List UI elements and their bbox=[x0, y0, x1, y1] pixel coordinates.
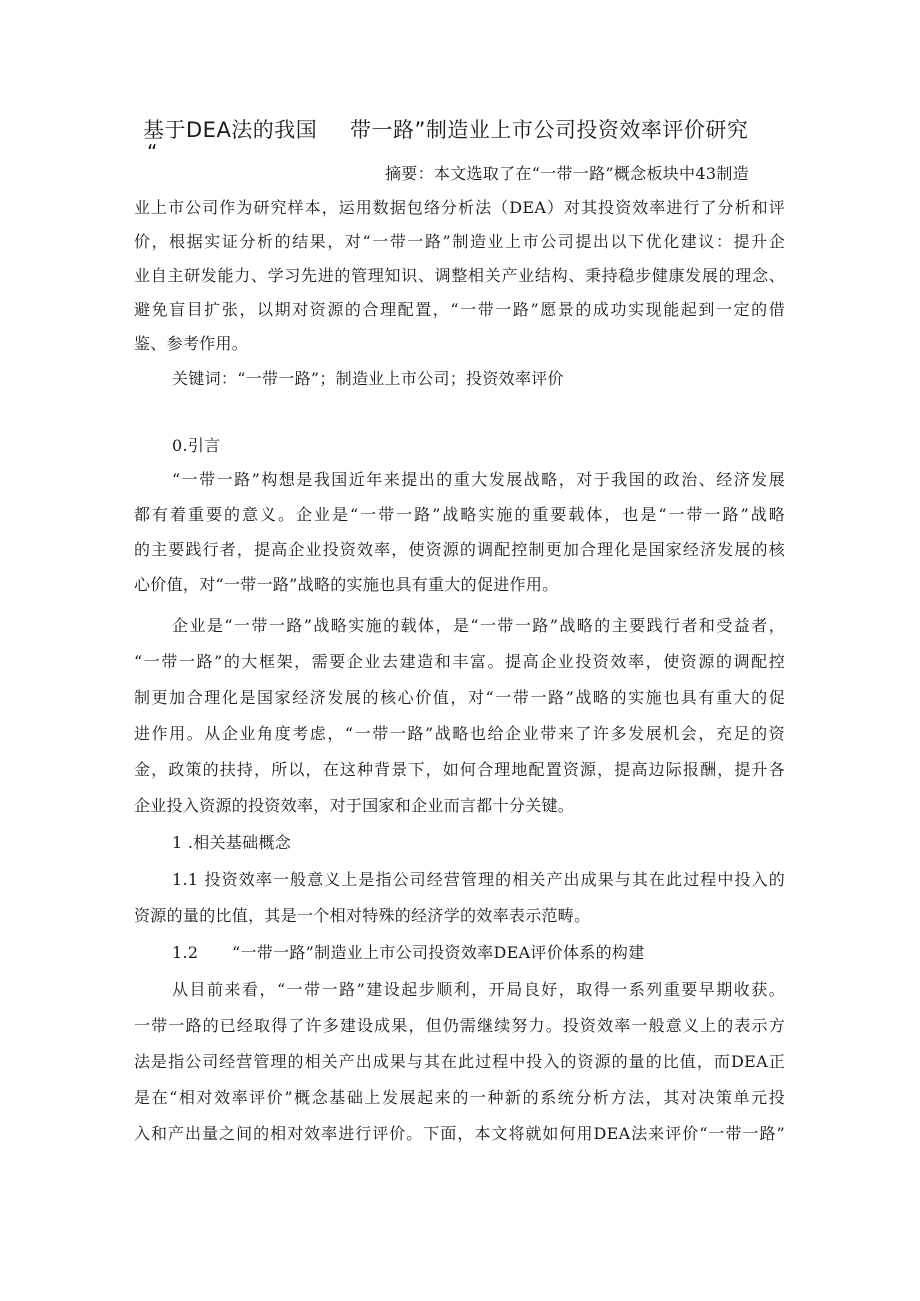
section-heading-intro: 0.引言 bbox=[172, 436, 221, 455]
paragraph-line: 法是指公司经营管理的相关产出成果与其在此过程中投入的资源的量的比值，而DEA正 bbox=[134, 1052, 785, 1071]
paragraph-line: 1.1 投资效率一般意义上是指公司经营管理的相关产出成果与其在此过程中投入的 bbox=[172, 870, 785, 889]
keywords: 关键词：“一带一路”；制造业上市公司；投资效率评价 bbox=[172, 369, 564, 388]
paragraph-line: 都有着重要的意义。企业是“一带一路”战略实施的重要载体，也是“一带一路”战略 bbox=[134, 505, 785, 524]
paragraph-line: 金，政策的扶持，所以，在这种背景下，如何合理地配置资源，提高边际报酬，提升各 bbox=[134, 760, 785, 779]
abstract-line: 避免盲目扩张，以期对资源的合理配置，“一带一路”愿景的成功实现能起到一定的借 bbox=[134, 300, 785, 319]
paper-title bbox=[143, 114, 803, 164]
paragraph-line: 是在“相对效率评价”概念基础上发展起来的一种新的系统分析方法，其对决策单元投 bbox=[134, 1088, 785, 1107]
abstract-line: 业自主研发能力、学习先进的管理知识、调整相关产业结构、秉持稳步健康发展的理念、 bbox=[134, 266, 785, 285]
paragraph-line: 资源的量的比值，其是一个相对特殊的经济学的效率表示范畴。 bbox=[134, 906, 591, 925]
abstract-line: 摘要：本文选取了在“一带一路”概念板块中43制造 bbox=[385, 164, 749, 183]
title-part-left: 基于DEA法的我国 bbox=[143, 118, 318, 142]
abstract-line: 业上市公司作为研究样本，运用数据包络分析法（DEA）对其投资效率进行了分析和评 bbox=[134, 198, 785, 217]
paragraph-line: 从目前来看，“一带一路”建设起步顺利，开局良好，取得一系列重要早期收获。 bbox=[172, 980, 785, 999]
section-heading-concepts: 1 .相关基础概念 bbox=[172, 833, 292, 852]
title-part-right: 带一路”制造业上市公司投资效率评价研究 bbox=[350, 118, 749, 142]
paragraph-line: 企业是“一带一路”战略实施的载体，是“一带一路”战略的主要践行者和受益者， bbox=[172, 616, 785, 635]
paragraph-line: 企业投入资源的投资效率，对于国家和企业而言都十分关键。 bbox=[134, 796, 575, 815]
paragraph-line: 的主要践行者，提高企业投资效率，使资源的调配控制更加合理化是国家经济发展的核 bbox=[134, 540, 785, 559]
paragraph-line: 入和产出量之间的相对效率进行评价。下面，本文将就如何用DEA法来评价“一带一路” bbox=[134, 1124, 785, 1143]
paragraph-line: 进作用。从企业角度考虑，“一带一路”战略也给企业带来了许多发展机会，充足的资 bbox=[134, 724, 785, 743]
paragraph-line: 制更加合理化是国家经济发展的核心价值，对“一带一路”战略的实施也具有重大的促 bbox=[134, 688, 785, 707]
title-quote-mark: “ bbox=[147, 140, 158, 164]
paragraph-line: “一带一路”的大框架，需要企业去建造和丰富。提高企业投资效率，使资源的调配控 bbox=[134, 652, 785, 671]
subsection-number: 1.2 bbox=[172, 943, 199, 962]
paragraph-line: 心价值，对“一带一路”战略的实施也具有重大的促进作用。 bbox=[134, 575, 559, 594]
paragraph-line: 一带一路的已经取得了许多建设成果，但仍需继续努力。投资效率一般意义上的表示方 bbox=[134, 1016, 785, 1035]
abstract-line: 鉴、参考作用。 bbox=[134, 334, 249, 353]
paragraph-line: “一带一路”构想是我国近年来提出的重大发展战略，对于我国的政治、经济发展 bbox=[172, 470, 785, 489]
abstract-line: 价，根据实证分析的结果，对“一带一路”制造业上市公司提出以下优化建议：提升企 bbox=[134, 232, 785, 251]
subsection-title: “一带一路”制造业上市公司投资效率DEA评价体系的构建 bbox=[232, 943, 645, 962]
